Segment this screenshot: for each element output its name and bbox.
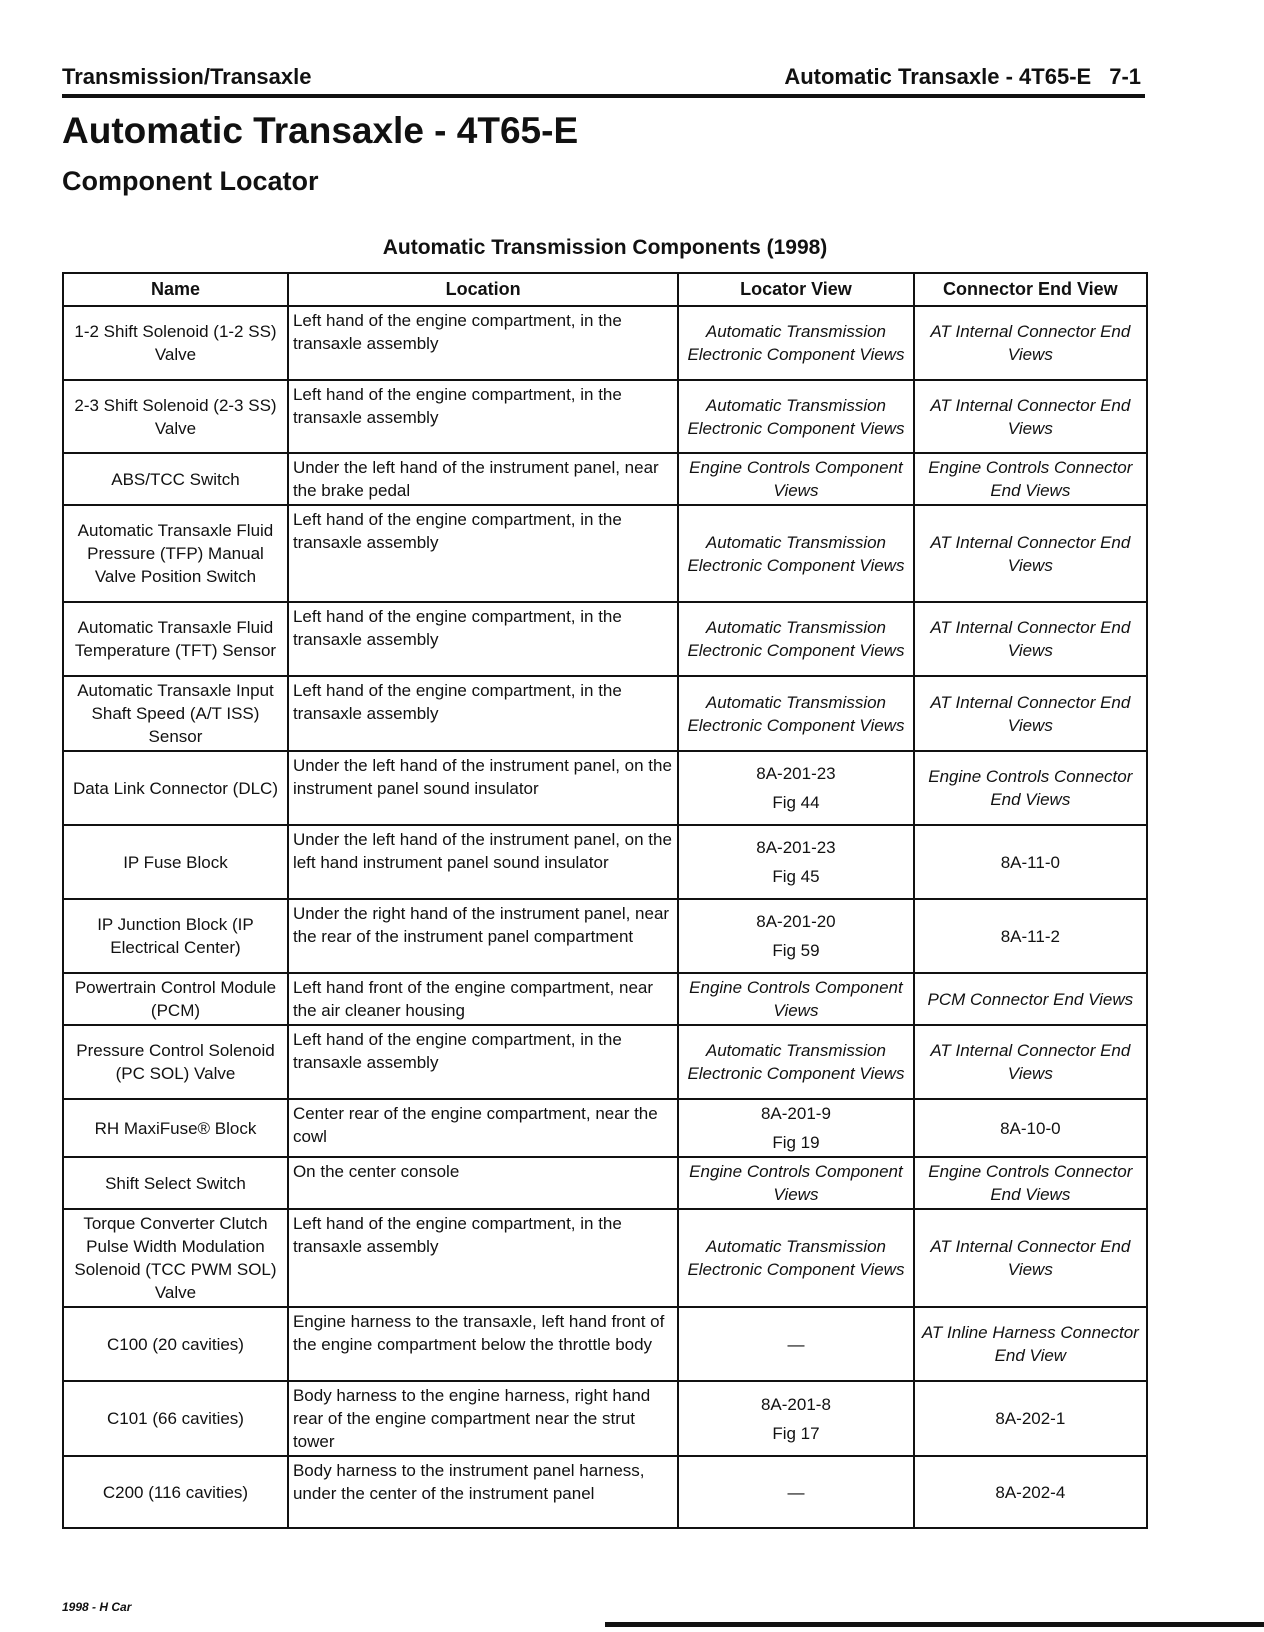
component-location: Under the left hand of the instrument panel, on the left hand instrument panel sound insulator (288, 825, 678, 899)
component-name: 2-3 Shift Solenoid (2-3 SS) Valve (63, 380, 288, 453)
connector-end-view (914, 505, 1147, 602)
connector-end-view-line: Engine Controls Connector End Views (928, 458, 1133, 500)
connector-end-view (914, 751, 1147, 825)
table-row (63, 1209, 1147, 1307)
locator-view-line: Automatic Transmission Electronic Component Views (687, 532, 905, 575)
locator-view-line: Engine Controls Component Views (689, 458, 903, 500)
connector-end-view (914, 825, 1147, 899)
component-name: 1-2 Shift Solenoid (1-2 SS) Valve (63, 306, 288, 380)
table-row (63, 751, 1147, 825)
locator-view (678, 825, 913, 899)
component-location: Left hand of the engine compartment, in the transaxle assembly (288, 1025, 678, 1099)
connector-end-view (914, 602, 1147, 676)
component-location: Left hand of the engine compartment, in the transaxle assembly (288, 1209, 678, 1307)
component-name: Data Link Connector (DLC) (63, 751, 288, 825)
component-name: Shift Select Switch (63, 1157, 288, 1209)
locator-view (678, 1209, 913, 1307)
locator-view-line: 8A-201-23 (756, 764, 836, 783)
locator-view (678, 306, 913, 380)
column-header-connector-end-view: Connector End View (914, 273, 1147, 306)
component-location: On the center console (288, 1157, 678, 1209)
component-location: Body harness to the instrument panel harness, under the center of the instrument panel (288, 1456, 678, 1528)
table-body (63, 306, 1147, 1528)
component-location: Body harness to the engine harness, right hand rear of the engine compartment near the strut tower (288, 1381, 678, 1456)
component-location: Left hand of the engine compartment, in the transaxle assembly (288, 380, 678, 453)
connector-end-view-line: PCM Connector End Views (927, 989, 1134, 1009)
page-number: 7-1 (1109, 64, 1141, 89)
component-name: C100 (20 cavities) (63, 1307, 288, 1381)
component-location: Under the left hand of the instrument panel, on the instrument panel sound insulator (288, 751, 678, 825)
component-name: Pressure Control Solenoid (PC SOL) Valve (63, 1025, 288, 1099)
page-title: Automatic Transaxle - 4T65-E (62, 110, 579, 151)
component-name: Automatic Transaxle Fluid Pressure (TFP) Manual Valve Position Switch (63, 505, 288, 602)
connector-end-view-line: 8A-11-0 (1000, 852, 1060, 872)
locator-view (678, 751, 913, 825)
locator-view (678, 676, 913, 751)
table-header-row (63, 273, 1147, 306)
locator-view-line: Fig 45 (772, 867, 820, 886)
table-row (63, 1157, 1147, 1209)
table-row (63, 306, 1147, 380)
connector-end-view (914, 453, 1147, 505)
component-name: Torque Converter Clutch Pulse Width Modulation Solenoid (TCC PWM SOL) Valve (63, 1209, 288, 1307)
table-row (63, 505, 1147, 602)
locator-view (678, 1157, 913, 1209)
connector-end-view-line: AT Internal Connector End Views (930, 322, 1131, 364)
connector-end-view-line: 8A-202-1 (995, 1409, 1066, 1428)
locator-view-line: 8A-201-20 (756, 912, 836, 931)
column-header-location: Location (288, 273, 678, 306)
component-name: Powertrain Control Module (PCM) (63, 973, 288, 1025)
table-row (63, 1099, 1147, 1157)
connector-end-view-line: AT Internal Connector End Views (930, 395, 1131, 438)
connector-end-view (914, 1025, 1147, 1099)
locator-view (678, 1025, 913, 1099)
locator-view-line: Engine Controls Component Views (689, 1162, 903, 1204)
locator-view-line: Automatic Transmission Electronic Component Views (687, 618, 905, 660)
table-row (63, 973, 1147, 1025)
locator-view-line: 8A-201-9 (760, 1104, 831, 1123)
locator-view-line: Automatic Transmission Electronic Component Views (687, 322, 905, 364)
table-row (63, 1381, 1147, 1456)
connector-end-view-line: AT Internal Connector End Views (930, 692, 1131, 735)
connector-end-view-line: 8A-10-0 (1000, 1118, 1061, 1138)
component-location: Left hand of the engine compartment, in the transaxle assembly (288, 602, 678, 676)
locator-view (678, 1456, 913, 1528)
connector-end-view (914, 973, 1147, 1025)
locator-view (678, 973, 913, 1025)
connector-end-view-line: 8A-202-4 (995, 1482, 1066, 1502)
table-row (63, 602, 1147, 676)
locator-view-line: Fig 44 (772, 793, 820, 812)
connector-end-view-line: AT Inline Harness Connector End View (921, 1323, 1139, 1365)
connector-end-view-line: AT Internal Connector End Views (930, 1041, 1131, 1083)
locator-view (678, 899, 913, 973)
connector-end-view (914, 676, 1147, 751)
connector-end-view-line: AT Internal Connector End Views (930, 618, 1131, 660)
connector-end-view-line: Engine Controls Connector End Views (928, 1162, 1133, 1204)
column-header-name: Name (63, 273, 288, 306)
connector-end-view-line: 8A-11-2 (1000, 926, 1060, 946)
footer-note: 1998 - H Car (62, 1600, 132, 1614)
locator-view-line: Fig 59 (772, 941, 820, 960)
table-row (63, 825, 1147, 899)
running-header (62, 62, 1145, 98)
locator-view (678, 380, 913, 453)
component-location: Left hand front of the engine compartment, near the air cleaner housing (288, 973, 678, 1025)
table-title: Automatic Transmission Components (1998) (382, 236, 828, 259)
locator-view-line: — (787, 1334, 805, 1354)
locator-view-line: — (787, 1482, 805, 1502)
connector-end-view (914, 1381, 1147, 1456)
bottom-rule (605, 1622, 1264, 1627)
locator-view (678, 1307, 913, 1381)
section-name: Transmission/Transaxle (62, 64, 312, 89)
component-name: IP Fuse Block (63, 825, 288, 899)
locator-view (678, 602, 913, 676)
connector-end-view-line: AT Internal Connector End Views (930, 1237, 1131, 1279)
component-location: Left hand of the engine compartment, in the transaxle assembly (288, 676, 678, 751)
connector-end-view (914, 1307, 1147, 1381)
table-row (63, 453, 1147, 505)
locator-view-line: Automatic Transmission Electronic Component Views (687, 395, 905, 438)
component-name: RH MaxiFuse® Block (63, 1099, 288, 1157)
component-table (62, 272, 1148, 1529)
component-location: Center rear of the engine compartment, near the cowl (288, 1099, 678, 1157)
table-row (63, 1025, 1147, 1099)
column-header-locator-view: Locator View (678, 273, 913, 306)
locator-view-line: Automatic Transmission Electronic Component Views (687, 1237, 905, 1279)
component-location: Under the left hand of the instrument panel, near the brake pedal (288, 453, 678, 505)
connector-end-view (914, 1157, 1147, 1209)
table-row (63, 676, 1147, 751)
component-name: IP Junction Block (IP Electrical Center) (63, 899, 288, 973)
connector-end-view (914, 1209, 1147, 1307)
locator-view-line: 8A-201-23 (756, 838, 836, 857)
locator-view (678, 1381, 913, 1456)
table-row (63, 380, 1147, 453)
component-name: C101 (66 cavities) (63, 1381, 288, 1456)
locator-view-line: Engine Controls Component Views (689, 978, 903, 1020)
component-location: Left hand of the engine compartment, in the transaxle assembly (288, 306, 678, 380)
connector-end-view (914, 1099, 1147, 1157)
connector-end-view (914, 306, 1147, 380)
locator-view-line: 8A-201-8 (760, 1394, 831, 1414)
connector-end-view-line: Engine Controls Connector End Views (928, 767, 1133, 809)
locator-view (678, 453, 913, 505)
component-name: Automatic Transaxle Input Shaft Speed (A/T ISS) Sensor (63, 676, 288, 751)
component-location: Under the right hand of the instrument panel, near the rear of the instrument panel compartment (288, 899, 678, 973)
locator-view-line: Fig 17 (772, 1423, 820, 1443)
locator-view-line: Fig 19 (772, 1133, 820, 1152)
locator-view (678, 1099, 913, 1157)
connector-end-view-line: AT Internal Connector End Views (930, 532, 1131, 575)
connector-end-view (914, 1456, 1147, 1528)
component-name: Automatic Transaxle Fluid Temperature (TFT) Sensor (63, 602, 288, 676)
locator-view-line: Automatic Transmission Electronic Component Views (687, 1041, 905, 1083)
locator-view (678, 505, 913, 602)
table-row (63, 1456, 1147, 1528)
chapter-name: Automatic Transaxle - 4T65-E (784, 64, 1092, 89)
table-row (63, 1307, 1147, 1381)
component-location: Engine harness to the transaxle, left hand front of the engine compartment below the throttle body (288, 1307, 678, 1381)
connector-end-view (914, 899, 1147, 973)
component-name: ABS/TCC Switch (63, 453, 288, 505)
page-subtitle: Component Locator (62, 166, 319, 196)
table-row (63, 899, 1147, 973)
component-location: Left hand of the engine compartment, in the transaxle assembly (288, 505, 678, 602)
component-name: C200 (116 cavities) (63, 1456, 288, 1528)
locator-view-line: Automatic Transmission Electronic Component Views (687, 692, 905, 735)
chapter-heading (784, 64, 1141, 90)
connector-end-view (914, 380, 1147, 453)
